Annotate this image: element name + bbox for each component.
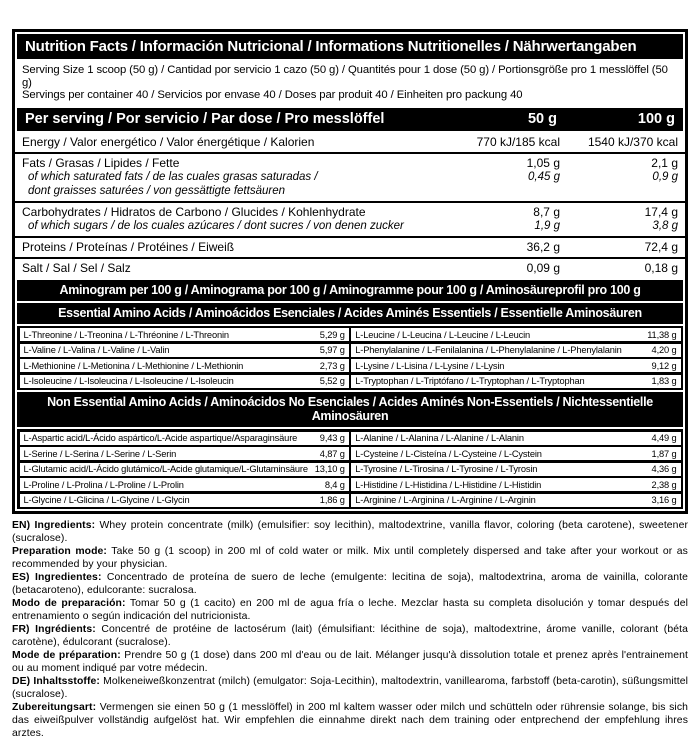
essential-amino-acids-table <box>17 326 683 391</box>
amino-value: 2,73 g <box>319 360 345 371</box>
non-essential-amino-acids-title: Non Essential Amino Acids / Aminoácidos No Esenciales / Acides Aminés Non-Essentiels / Nichtessentielle Aminosäuren <box>17 392 683 427</box>
paragraph-label: Modo de preparación: <box>12 598 126 609</box>
amino-name: L-Arginine / L-Arginina / L-Arginine / L-Arginin <box>355 495 536 505</box>
amino-value: 2,38 g <box>651 479 677 490</box>
amino-name: L-Tyrosine / L-Tirosina / L-Tyrosine / L-Tyrosin <box>355 464 538 474</box>
paragraph-es-preparation <box>12 597 688 623</box>
amino-name: L-Methionine / L-Metionina / L-Methionine / L-Methionin <box>23 360 244 371</box>
paragraph-text: Concentrado de proteína de suero de leche (emulgente: lecitina de soja), maltodextrina, aroma de vainilla, colorante (betacaroteno), edulcorante: sucralosa. <box>12 572 688 596</box>
non-essential-amino-acids-table <box>17 429 683 509</box>
amino-value: 9,12 g <box>651 360 677 371</box>
row-energy <box>15 133 685 152</box>
salt-value-50g: 0,09 g <box>526 260 560 275</box>
amino-name: L-Tryptophan / L-Triptófano / L-Tryptophan / L-Tryptophan <box>355 376 585 386</box>
amino-row-isoleucine <box>20 375 349 388</box>
energy-label: Energy / Valor energético / Valor énergétique / Kalorien <box>22 134 315 149</box>
nutrition-label <box>12 29 688 514</box>
amino-value: 3,16 g <box>651 495 677 505</box>
amino-value: 4,36 g <box>651 464 677 474</box>
paragraph-de-preparation <box>12 701 688 740</box>
column-100g-header: 100 g <box>637 110 675 127</box>
row-salt <box>15 257 685 278</box>
proteins-value-100g: 72,4 g <box>644 239 678 254</box>
nutrient-rows <box>15 133 685 278</box>
amino-name: L-Cysteine / L-Cisteína / L-Cysteine / L-Cystein <box>355 448 542 459</box>
paragraph-de-ingredients <box>12 675 688 701</box>
carbohydrates-value-50g: 8,7 g <box>533 204 560 219</box>
paragraph-label: Mode de préparation: <box>12 650 121 661</box>
serving-size-line: Serving Size 1 scoop (50 g) / Cantidad por servicio 1 cazo (50 g) / Quantités pour 1 dose (50 g) / Portionsgröße pro 1 messlöffel (50 g) <box>22 64 668 89</box>
saturated-fats-value-50g: 0,45 g <box>528 170 560 183</box>
paragraph-label: Preparation mode: <box>12 546 107 557</box>
paragraph-label: Zubereitungsart: <box>12 702 97 713</box>
paragraph-label: ES) Ingredientes: <box>12 572 102 583</box>
amino-value: 5,52 g <box>319 376 345 386</box>
amino-row-tryptophan <box>351 375 680 388</box>
amino-name: L-Alanine / L-Alanina / L-Alanine / L-Alanin <box>355 433 524 443</box>
amino-name: L-Glutamic acid/L-Ácido glutámico/L-Acide glutamique/L-Glutaminsäure <box>23 464 308 474</box>
amino-name: L-Glycine / L-Glicina / L-Glycine / L-Glycin <box>23 495 190 505</box>
amino-row-phenylalanine <box>351 344 680 357</box>
paragraph-text: Whey protein concentrate (milk) (emulsifier: soy lecithin), maltodextrine, vanilla flavor, coloring (beta carotene), sweetener (sucralose). <box>12 520 689 544</box>
row-proteins <box>15 236 685 257</box>
salt-value-100g: 0,18 g <box>644 260 678 275</box>
amino-row-leucine <box>351 328 680 341</box>
amino-name: L-Histidine / L-Histidina / L-Histidine / L-Histidin <box>355 479 542 490</box>
fats-value-50g: 1,05 g <box>526 155 560 170</box>
paragraph-label: FR) Ingrédients: <box>12 624 96 635</box>
amino-value: 5,97 g <box>319 345 345 355</box>
sugars-value-100g: 3,8 g <box>652 219 678 232</box>
fats-value-100g: 2,1 g <box>651 155 678 170</box>
paragraph-text: Molkeneiweßkonzentrat (milch) (emulgator: Soja-Lecithin), maltodextrin, vanillearoma, farbstoff (beta-carotin), süßungsmittel (sucralose). <box>12 676 689 700</box>
paragraph-text: Vermengen sie einen 50 g (1 messlöffel) in 200 ml kaltem wasser oder milch und schütteln oder rührensie solange, bis sich das eiweißpulver vollständig aufgelöst hat. Wir empfehlen die einnahme direkt nach dem training oder entprechend der empfehlung ihres arztes. <box>12 702 688 739</box>
carbohydrates-value-100g: 17,4 g <box>644 204 678 219</box>
saturated-fats-label-line1: of which saturated fats / de las cuales grasas saturadas / <box>28 170 318 183</box>
amino-value: 4,49 g <box>651 433 677 443</box>
energy-value-100g: 1540 kJ/370 kcal <box>587 134 678 149</box>
amino-row-methionine <box>20 359 349 372</box>
amino-row-glycine <box>20 494 349 507</box>
sugars-label: of which sugars / de los cuales azúcares / dont sucres / von denen zucker <box>28 219 404 232</box>
amino-row-alanine <box>351 432 680 445</box>
proteins-value-50g: 36,2 g <box>526 239 560 254</box>
amino-row-aspartic-acid <box>20 432 349 445</box>
amino-value: 4,20 g <box>651 345 677 355</box>
amino-name: L-Lysine / L-Lisina / L-Lysine / L-Lysin <box>355 360 505 371</box>
amino-name: L-Valine / L-Valina / L-Valine / L-Valin <box>23 345 170 355</box>
column-50g-header: 50 g <box>527 110 557 127</box>
amino-name: L-Phenylalanine / L-Fenilalanina / L-Phenylalanine / L-Phenylalanin <box>355 345 622 355</box>
amino-row-serine <box>20 447 349 460</box>
label-title: Nutrition Facts / Información Nutricional / Informations Nutritionelles / Nährwertangaben <box>17 34 683 59</box>
amino-row-arginine <box>351 494 680 507</box>
amino-row-cysteine <box>351 447 680 460</box>
paragraph-en-ingredients <box>12 519 688 545</box>
amino-row-tyrosine <box>351 463 680 476</box>
paragraph-en-preparation <box>12 545 688 571</box>
paragraph-fr-preparation <box>12 649 688 675</box>
salt-label: Salt / Sal / Sel / Salz <box>22 260 131 275</box>
row-carbohydrates <box>15 201 685 236</box>
paragraph-es-ingredients <box>12 571 688 597</box>
per-serving-label: Per serving / Por servicio / Par dose / Pro messlöffel <box>25 110 385 127</box>
proteins-label: Proteins / Proteínas / Protéines / Eiweiß <box>22 239 235 254</box>
amino-name: L-Proline / L-Prolina / L-Proline / L-Prolin <box>23 479 184 490</box>
paragraph-label: EN) Ingredients: <box>12 520 96 531</box>
servings-per-container-line: Servings per container 40 / Servicios por envase 40 / Doses par produit 40 / Einheiten pro packung 40 <box>22 89 523 101</box>
saturated-fats-label-line2: dont graisses saturées / von gessättigte fettsäuren <box>28 184 285 197</box>
amino-row-glutamic-acid <box>20 463 349 476</box>
aminogram-title: Aminogram per 100 g / Aminograma por 100 g / Aminogramme pour 100 g / Aminosäureprofil pro 100 g <box>17 280 683 301</box>
amino-name: L-Serine / L-Serina / L-Serine / L-Serin <box>23 448 177 459</box>
paragraph-text: Tomar 50 g (1 cacito) en 200 ml de agua fría o leche. Mezclar hasta su completa disolución y tomar después del entrenamiento o según indicación del nutricionista. <box>12 598 688 622</box>
amino-value: 1,86 g <box>319 495 345 505</box>
amino-value: 1,83 g <box>651 376 677 386</box>
paragraph-label: DE) Inhaltsstoffe: <box>12 676 100 687</box>
paragraph-fr-ingredients <box>12 623 688 649</box>
sugars-value-50g: 1,9 g <box>534 219 560 232</box>
amino-value: 1,87 g <box>651 448 677 459</box>
saturated-fats-value-100g: 0,9 g <box>652 170 678 183</box>
paragraph-text: Prendre 50 g (1 dose) dans 200 ml d'eau ou de lait. Mélanger jusqu'à dissolution totale et prenez après l'entrainement ou au moment indiqué par votre médecin. <box>12 650 688 674</box>
amino-row-lysine <box>351 359 680 372</box>
amino-value: 13,10 g <box>314 464 345 474</box>
serving-info <box>15 61 685 106</box>
row-fats <box>15 152 685 201</box>
paragraph-text: Take 50 g (1 scoop) in 200 ml of cold water or milk. Mix until completely dispersed and take after your workout or as recommended by your physician. <box>12 546 688 570</box>
essential-amino-acids-title: Essential Amino Acids / Aminoácidos Esenciales / Acides Aminés Essentiels / Essentielle Aminosäuren <box>17 301 683 324</box>
amino-row-histidine <box>351 478 680 491</box>
ingredients-and-preparation <box>12 519 688 740</box>
amino-value: 9,43 g <box>319 433 345 443</box>
amino-row-valine <box>20 344 349 357</box>
amino-row-proline <box>20 478 349 491</box>
energy-value-50g: 770 kJ/185 kcal <box>476 134 560 149</box>
amino-name: L-Leucine / L-Leucina / L-Leucine / L-Leucin <box>355 329 531 340</box>
carbohydrates-label: Carbohydrates / Hidratos de Carbono / Glucides / Kohlenhydrate <box>22 204 366 219</box>
amino-row-threonine <box>20 328 349 341</box>
fats-label: Fats / Grasas / Lipides / Fette <box>22 155 180 170</box>
amino-value: 4,87 g <box>319 448 345 459</box>
amino-name: L-Isoleucine / L-Isoleucina / L-Isoleucine / L-Isoleucin <box>23 376 234 386</box>
amino-name: L-Threonine / L-Treonina / L-Thréonine / L-Threonin <box>23 329 229 340</box>
amino-value: 5,29 g <box>319 329 345 340</box>
amino-value: 8,4 g <box>324 479 345 490</box>
per-serving-header <box>17 108 683 131</box>
paragraph-text: Concentré de protéine de lactosérum (lait) (émulsifiant: lécithine de soja), maltodextrine, árome vanille, colorant (béta carotène), édulcorant (sucralose). <box>12 624 688 648</box>
amino-value: 11,38 g <box>647 329 677 340</box>
amino-name: L-Aspartic acid/L-Ácido aspártico/L-Acide aspartique/Asparaginsäure <box>23 433 298 443</box>
